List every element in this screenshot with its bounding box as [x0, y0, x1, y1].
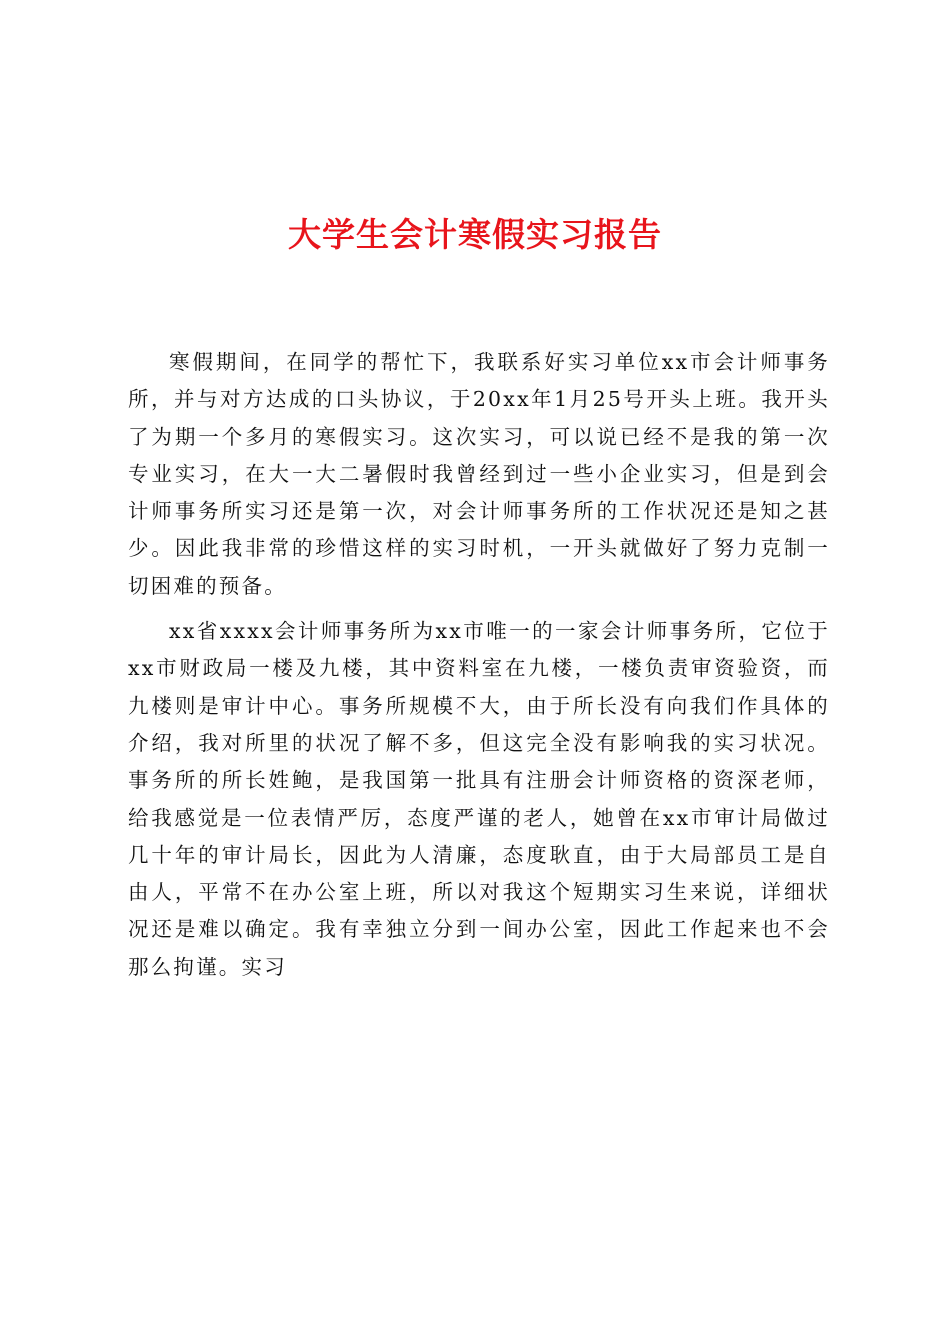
paragraph-2: xx省xxxx会计师事务所为xx市唯一的一家会计师事务所，它位于xx市财政局一楼及九楼，其中资料室在九楼，一楼负责审资验资，而九楼则是审计中心。事务所规模不大，由于所长没有向我们作具体的介绍，我对所里的状况了解不多，但这完全没有影响我的实习状况。 事务所的所长姓鲍，是我国第一批具有注册会计师资格的资深老师，给我感觉是一位表情严厉，态度严谨的老人，她曾在xx市审计局做过几十年的审计局长，因此为人清廉，态度耿直，由于大局部员工是自由人，平常不在办公室上班，所以对我这个短期实习生来说，详细状况还是难以确定。我有幸独立分到一间办公室，因此工作起来也不会那么拘谨。实习 [128, 619, 830, 979]
paragraph-1: 寒假期间，在同学的帮忙下，我联系好实习单位xx市会计师事务所，并与对方达成的口头协议，于20xx年1月25号开头上班。我开头了为期一个多月的寒假实习。这次实习，可以说已经不是我的第一次专业实习，在大一大二暑假时我曾经到过一些小企业实习，但是到会计师事务所实习还是第一次，对会计师事务所的工作状况还是知之甚少。因此我非常的珍惜这样的实习时机，一开头就做好了努力克制一切困难的预备。 [128, 350, 830, 598]
document-title: 大学生会计寒假实习报告 [288, 215, 662, 254]
document-body [128, 344, 830, 994]
